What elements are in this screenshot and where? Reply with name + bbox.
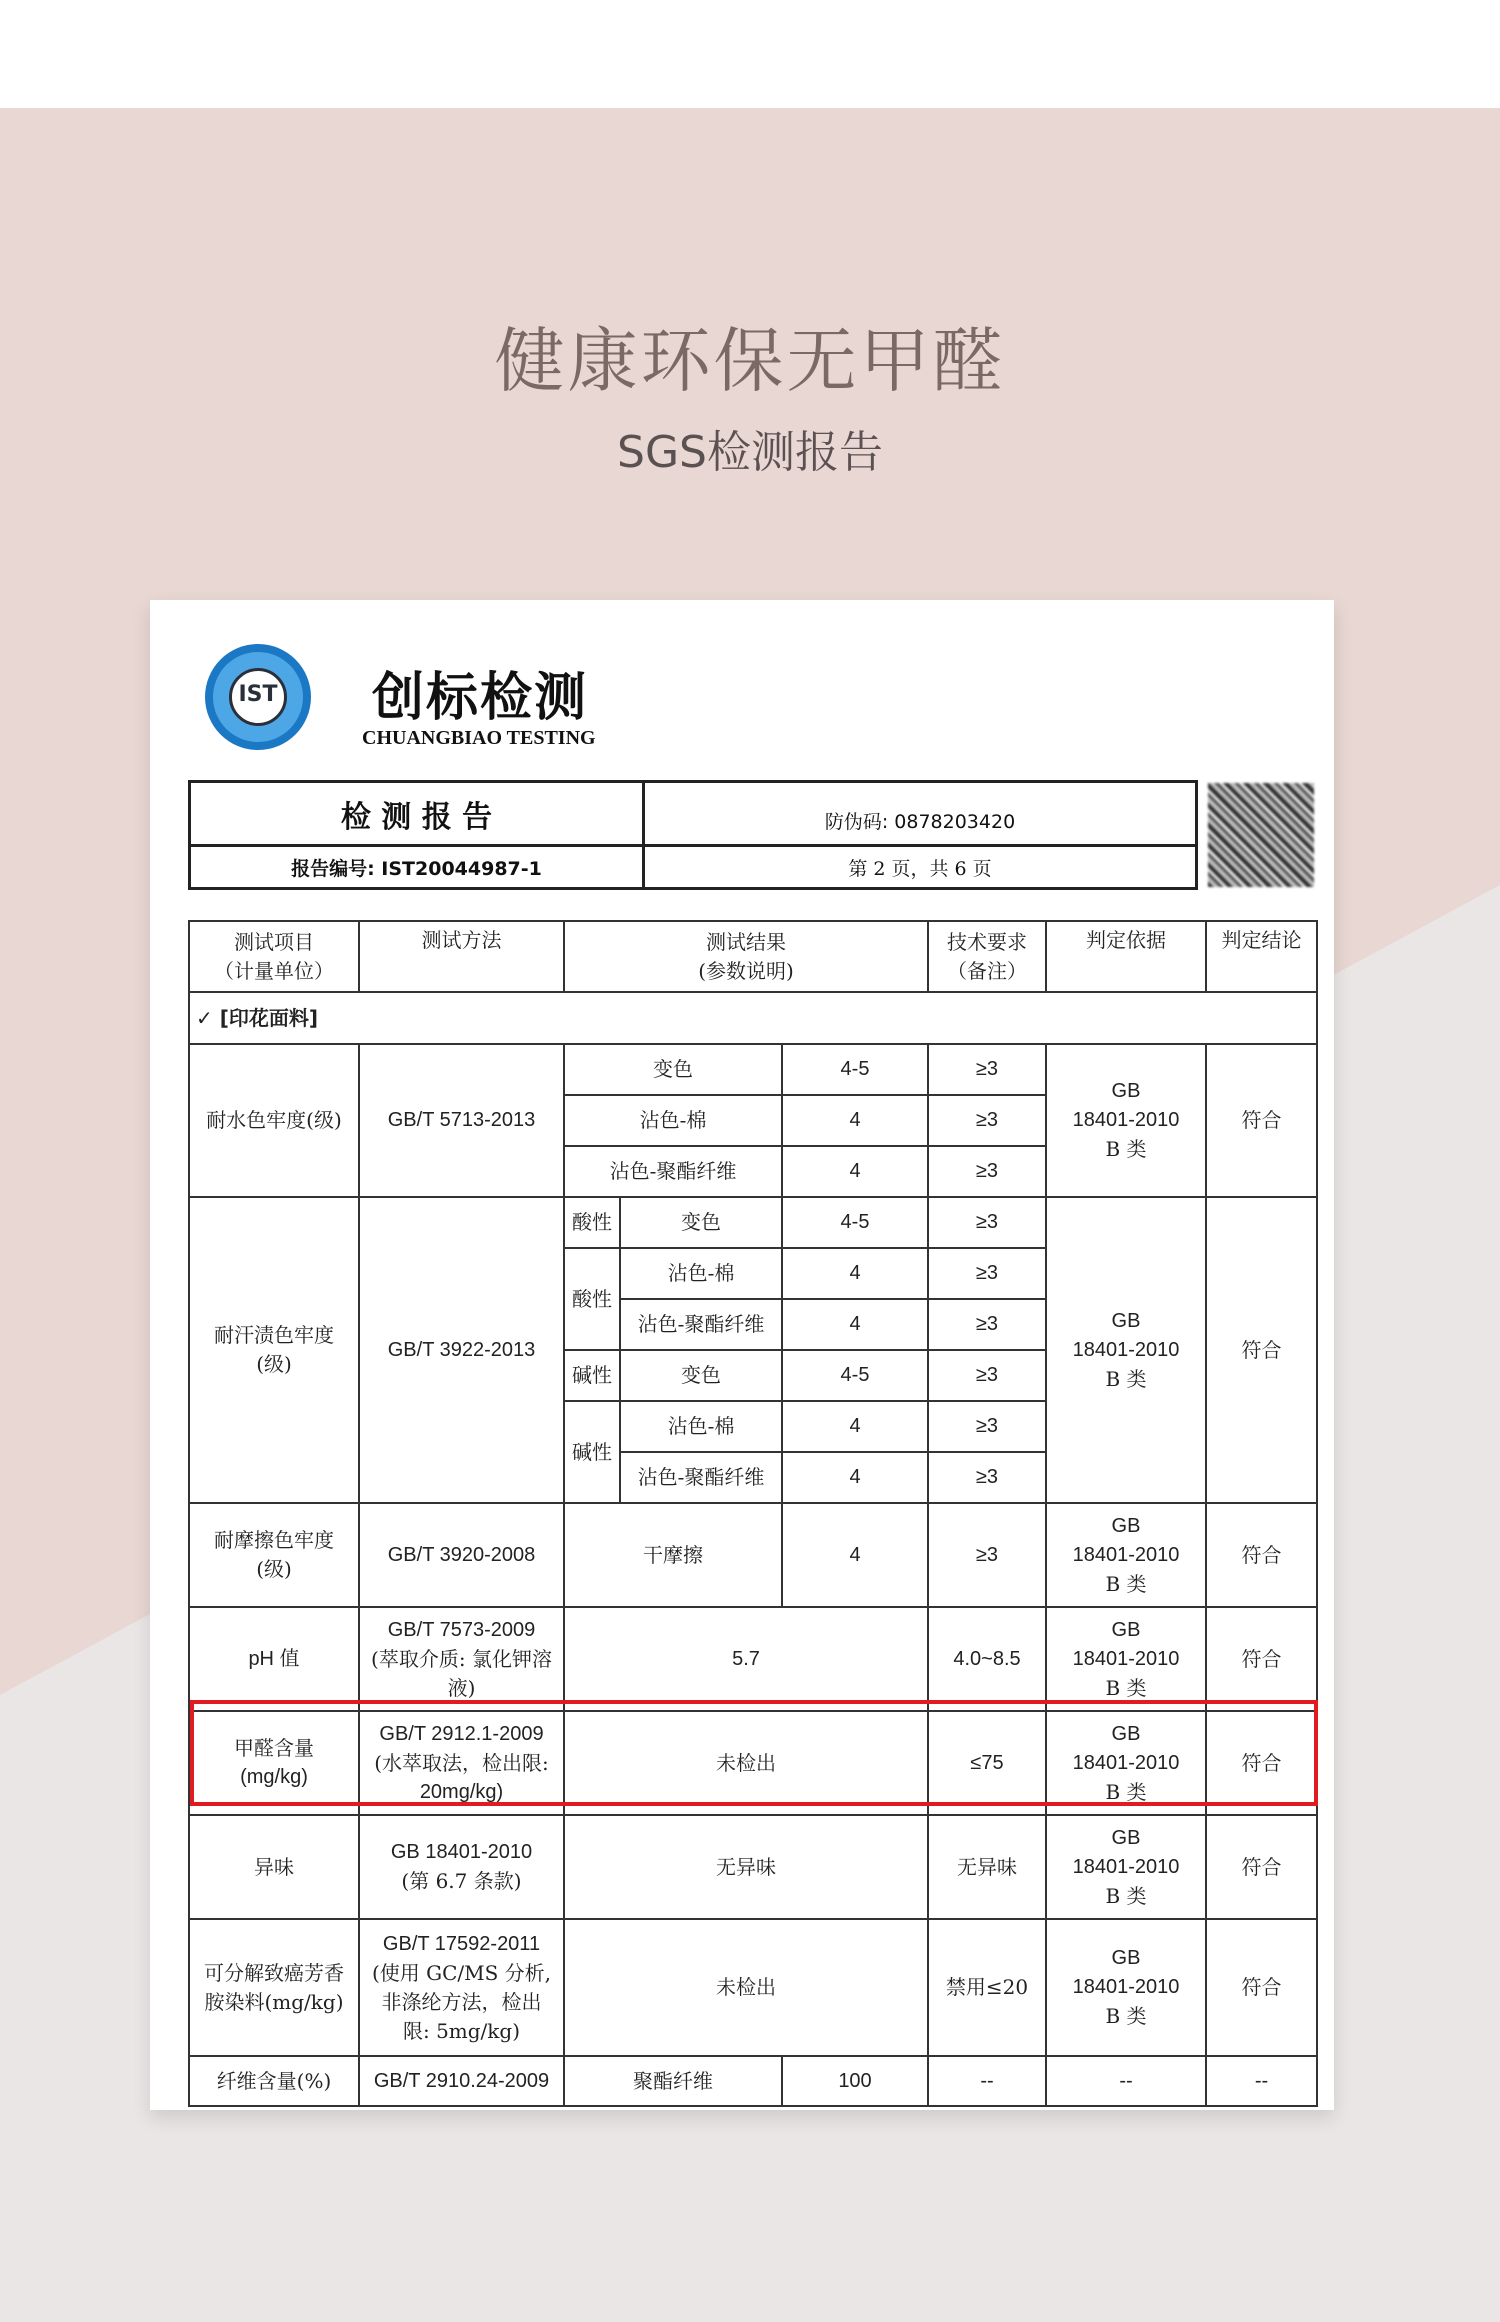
brand-name-cn: 创标检测 <box>372 667 589 728</box>
section-row <box>189 992 1317 1044</box>
table-row: 异味 GB 18401-2010 (第 6.7 条款) 无异味 无异味 GB 18401-2010 B 类 符合 <box>189 1815 1317 1919</box>
header-requirement: 技术要求 （备注） <box>928 921 1046 992</box>
header-item: 测试项目 （计量单位） <box>189 921 359 992</box>
header-basis: 判定依据 <box>1046 921 1206 992</box>
table-row: 沾色-棉 4 ≥3 <box>189 1095 1317 1146</box>
page-subtitle: SGS检测报告 <box>617 427 883 478</box>
table-row: 耐水色牢度(级) GB/T 5713-2013 变色 4-5 ≥3 GB 18401-2010 B 类 符合 <box>189 1044 1317 1095</box>
table-row: 碱性 沾色-棉 4 ≥3 <box>189 1401 1317 1452</box>
logo-text: IST <box>238 682 278 707</box>
report-header-box <box>188 780 1198 890</box>
table-row: 沾色-聚酯纤维 4 ≥3 <box>189 1452 1317 1503</box>
section-label: ✓ [印花面料] <box>189 992 1317 1044</box>
report-doc-title: 检 测 报 告 <box>340 799 493 835</box>
table-row: 酸性 沾色-棉 4 ≥3 <box>189 1248 1317 1299</box>
brand-name-en: CHUANGBIAO TESTING <box>362 727 596 749</box>
table-row: pH 值 GB/T 7573-2009 (萃取介质: 氯化钾溶 液) 5.7 4.0~8.5 GB 18401-2010 B 类 符合 <box>189 1607 1317 1711</box>
formaldehyde-row: 甲醛含量 (mg/kg) GB/T 2912.1-2009 (水萃取法，检出限: 20mg/kg) 未检出 ≤75 GB 18401-2010 B 类 符合 <box>189 1711 1317 1815</box>
header-method: 测试方法 <box>359 921 564 992</box>
test-report-card <box>150 600 1334 2110</box>
table-row: 可分解致癌芳香 胺染料(mg/kg) GB/T 17592-2011 (使用 GC/MS 分析, 非涤纶方法，检出 限: 5mg/kg) 未检出 禁用≤20 GB 18401-2010 B 类 符合 <box>189 1919 1317 2056</box>
table-row: 耐摩擦色牢度 (级) GB/T 3920-2008 干摩擦 4 ≥3 GB 18401-2010 B 类 符合 <box>189 1503 1317 1607</box>
table-row: 耐汗渍色牢度 (级) GB/T 3922-2013 酸性 变色 4-5 ≥3 GB 18401-2010 B 类 符合 <box>189 1197 1317 1248</box>
anti-fake-code: 防伪码: 0878203420 <box>824 811 1016 833</box>
header-conclusion: 判定结论 <box>1206 921 1317 992</box>
ist-logo-icon <box>205 644 311 750</box>
qr-code-icon <box>1208 783 1314 887</box>
table-row: 纤维含量(%) GB/T 2910.24-2009 聚酯纤维 100 -- -- -- <box>189 2056 1317 2106</box>
header-result: 测试结果 (参数说明) <box>564 921 928 992</box>
table-row: 碱性 变色 4-5 ≥3 <box>189 1350 1317 1401</box>
report-number: 报告编号: IST20044987-1 <box>291 857 542 880</box>
top-band <box>0 0 1500 108</box>
table-row: 沾色-聚酯纤维 4 ≥3 <box>189 1146 1317 1197</box>
page-title: 健康环保无甲醛 <box>494 320 1006 402</box>
report-table <box>188 920 1318 2107</box>
table-row: 沾色-聚酯纤维 4 ≥3 <box>189 1299 1317 1350</box>
table-header-row <box>189 921 1317 992</box>
page-info: 第 2 页，共 6 页 <box>848 857 992 880</box>
